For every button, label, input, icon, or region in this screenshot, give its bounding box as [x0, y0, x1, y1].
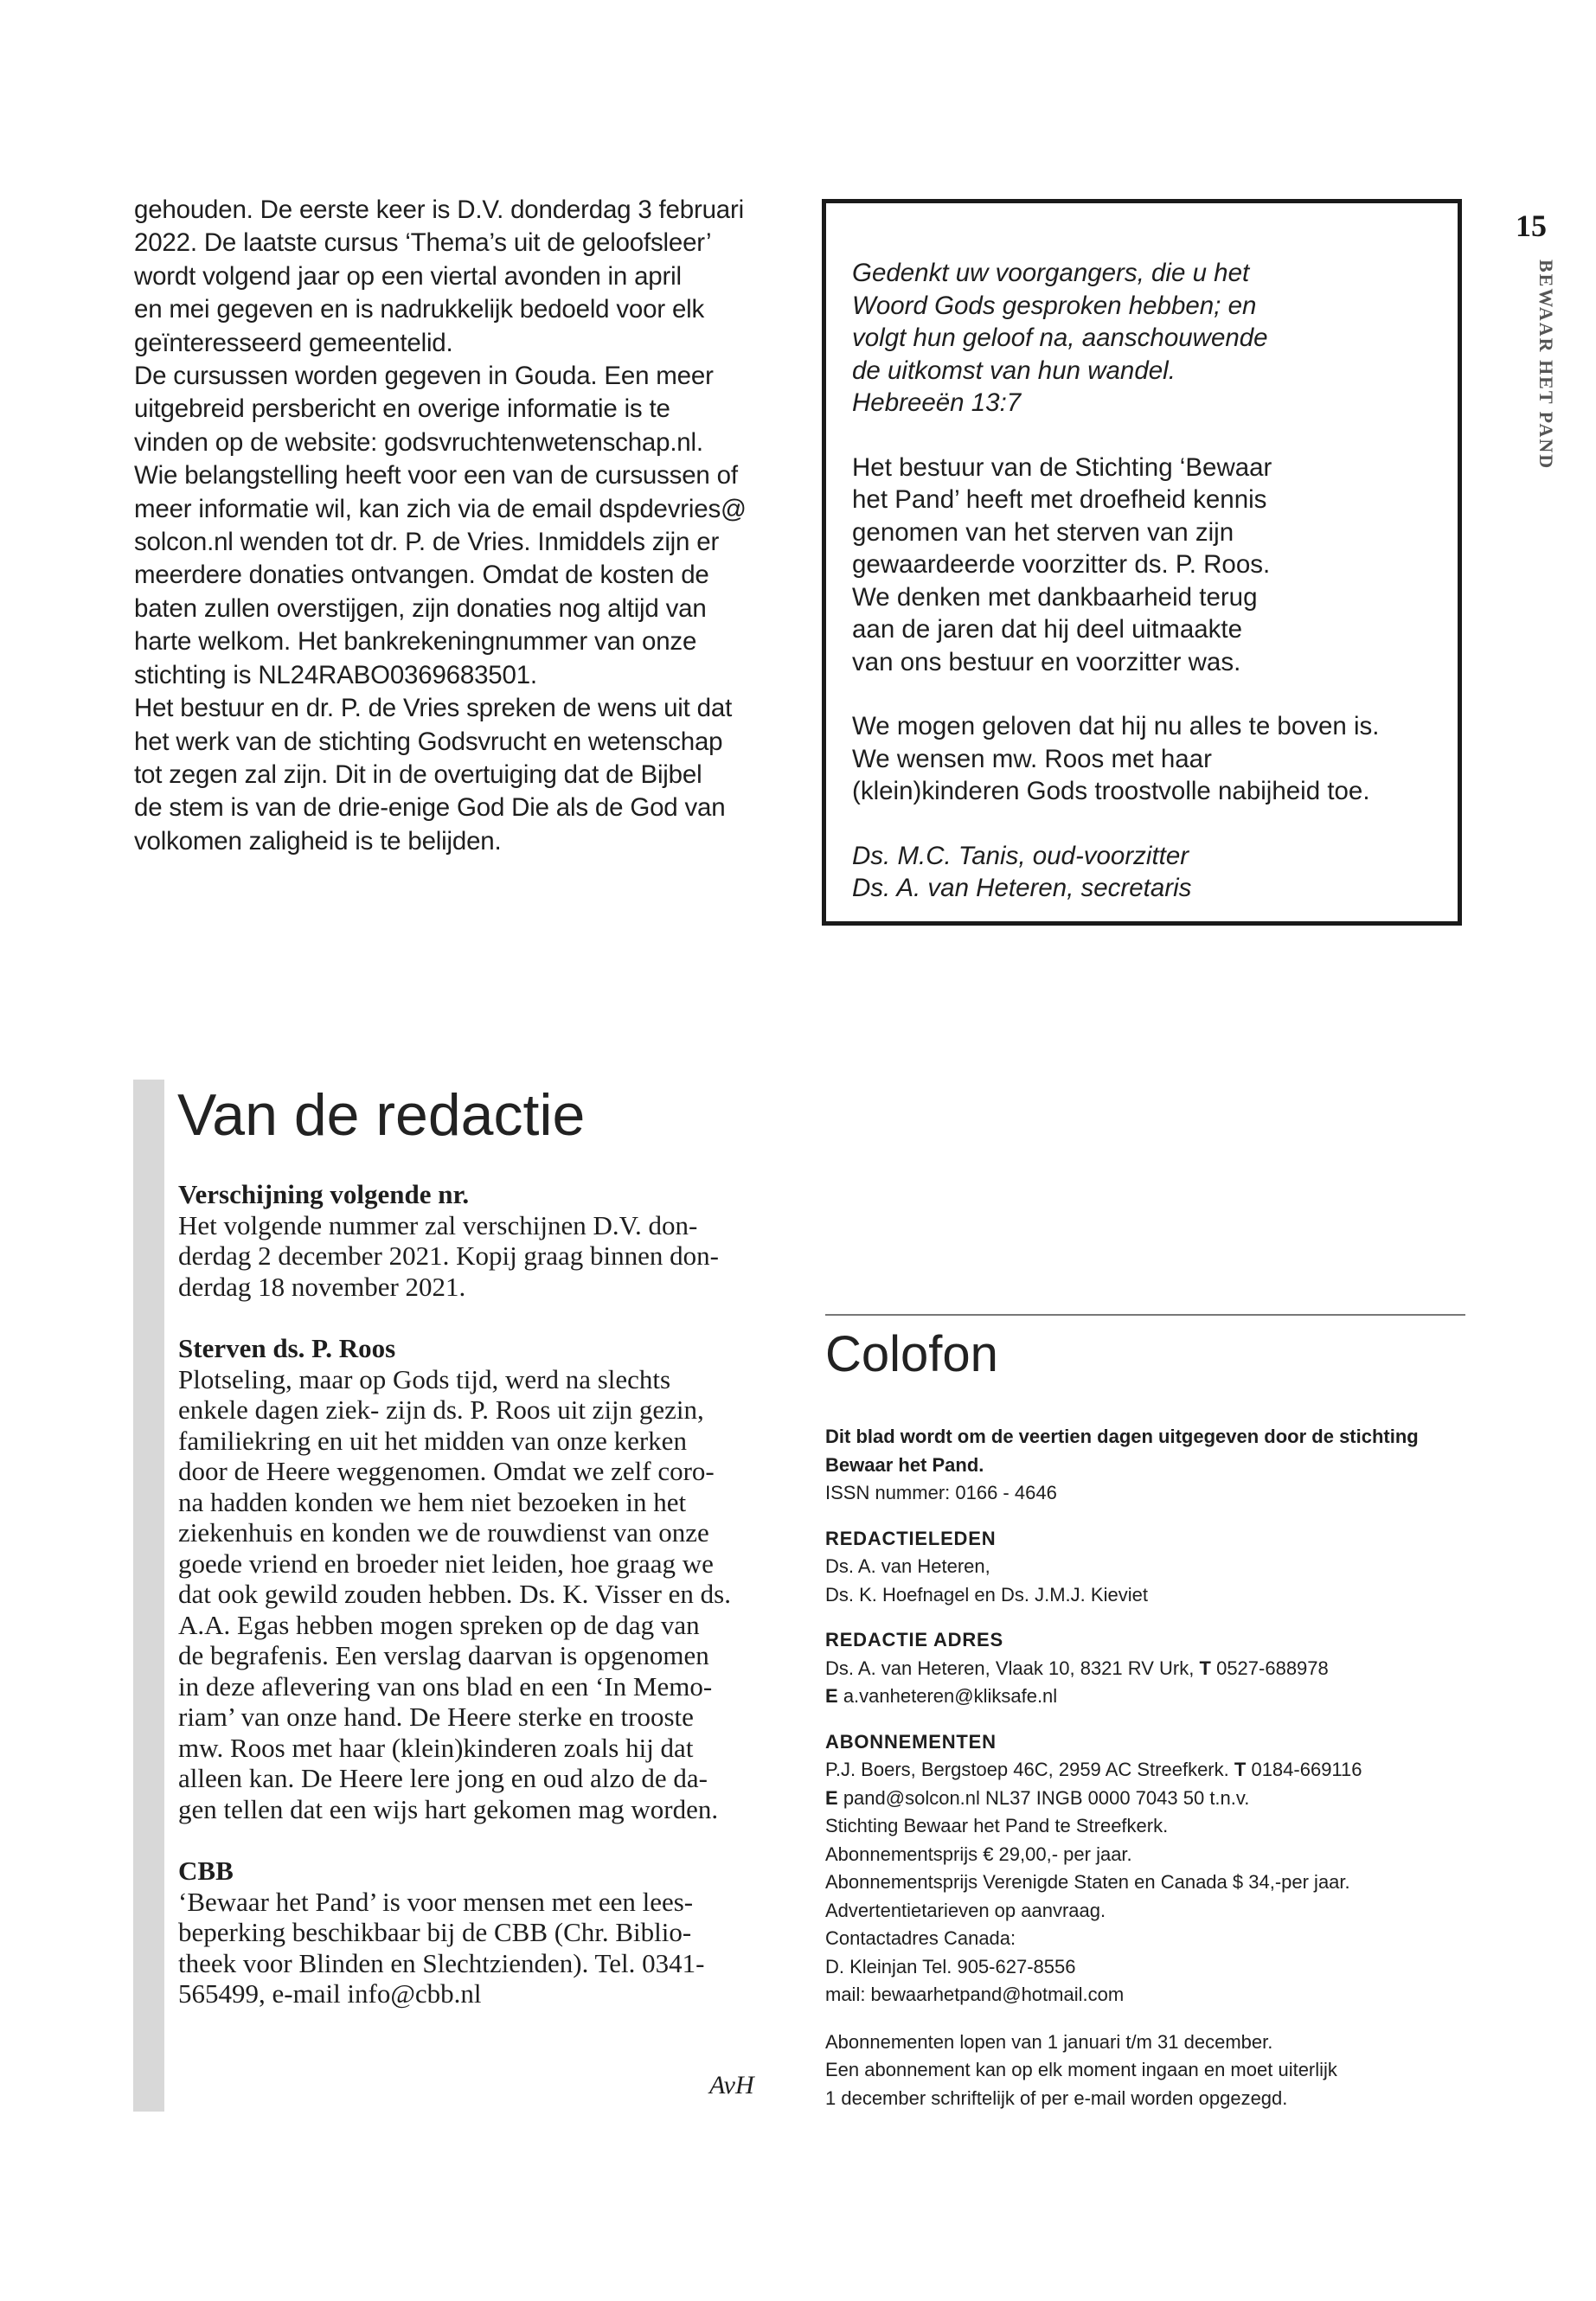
- colofon-line: [825, 1655, 1465, 1683]
- section-line: familiekring en uit het midden van onze kerken: [178, 1425, 687, 1456]
- section-line: enkele dagen ziek- zijn ds. P. Roos uit zijn gezin,: [178, 1394, 704, 1425]
- section-line: dat ook gewild zouden hebben. Ds. K. Visser en ds.: [178, 1579, 731, 1609]
- section-line: ziekenhuis en konden we de rouwdienst van onze: [178, 1517, 709, 1548]
- memorial-line: gewaardeerde voorzitter ds. P. Roos.: [852, 550, 1271, 579]
- redactie-phone: 0527-688978: [1216, 1657, 1329, 1679]
- verse-line: volgt hun geloof na, aanschouwende: [852, 324, 1268, 352]
- memorial-line: van ons bestuur en voorzitter was.: [852, 647, 1241, 676]
- verse-line: Woord Gods gesproken hebben; en: [852, 291, 1257, 320]
- memorial-line: Het bestuur van de Stichting ‘Bewaar: [852, 452, 1272, 482]
- article-line: geïnteresseerd gemeentelid.: [134, 328, 453, 357]
- article-line: volkomen zaligheid is te belijden.: [134, 826, 502, 856]
- colofon-footer-line: 1 december schriftelijk of per e-mail worden opgezegd.: [825, 2086, 1288, 2109]
- email-label: E: [825, 1786, 838, 1809]
- memorial-line: genomen van het sterven van zijn: [852, 517, 1234, 547]
- page-number: 15: [1516, 208, 1547, 243]
- colofon-heading-abonnementen: ABONNEMENTEN: [825, 1730, 997, 1753]
- colofon-intro: Dit blad wordt om de veertien dagen uitgegeven door de stichting Bewaar het Pand.: [825, 1426, 1419, 1476]
- section-line: in deze aflevering van ons blad en een ‘In Memo-: [178, 1670, 713, 1702]
- memorial-verse: [852, 257, 1432, 420]
- colofon-line: Abonnementsprijs Verenigde Staten en Canada $ 34,-per jaar.: [825, 1871, 1350, 1893]
- verse-line: Gedenkt uw voorgangers, die u het: [852, 259, 1250, 287]
- section-line: alleen kan. De Heere lere jong en oud alzo de da-: [178, 1763, 708, 1793]
- section-line: beperking beschikbaar bij de CBB (Chr. Biblio-: [178, 1917, 692, 1947]
- abonnementen-phone: 0184-669116: [1251, 1759, 1362, 1780]
- colofon-body: [825, 1423, 1465, 2112]
- memorial-box: [822, 199, 1462, 926]
- colofon-line: Ds. K. Hoefnagel en Ds. J.M.J. Kieviet: [825, 1583, 1148, 1606]
- section-line: Plotseling, maar op Gods tijd, werd na slechts: [178, 1363, 671, 1394]
- memorial-line: We wensen mw. Roos met haar: [852, 744, 1212, 773]
- redactie-body: [178, 1179, 775, 2009]
- signature-line: Ds. M.C. Tanis, oud-voorzitter: [852, 841, 1189, 870]
- section-line: gen tellen dat een wijs hart gekomen mag worden.: [178, 1793, 719, 1824]
- section-line: ‘Bewaar het Pand’ is voor mensen met een lees-: [178, 1886, 694, 1917]
- abonnementen-email-bank: pand@solcon.nl NL37 INGB 0000 7043 50 t.n.v.: [843, 1786, 1250, 1809]
- colofon-line: [825, 1785, 1465, 1813]
- colofon-line: [825, 1756, 1465, 1785]
- article-line: stichting is NL24RABO0369683501.: [134, 660, 537, 689]
- memorial-line: (klein)kinderen Gods troostvolle nabijheid toe.: [852, 777, 1370, 805]
- section-line: na hadden konden we hem niet bezoeken in het: [178, 1486, 687, 1517]
- verse-reference: Hebreeën 13:7: [852, 388, 1022, 417]
- redactie-sidebar-bar: [133, 1080, 164, 2112]
- article-line: en mei gegeven en is nadrukkelijk bedoeld voor elk: [134, 295, 705, 324]
- colofon-line: [825, 1682, 1465, 1711]
- section-line: derdag 18 november 2021.: [178, 1271, 466, 1302]
- redactie-email: a.vanheteren@kliksafe.nl: [843, 1685, 1058, 1707]
- article-line: vinden op de website: godsvruchtenwetenschap.nl.: [134, 427, 703, 457]
- redactie-address: Ds. A. van Heteren, Vlaak 10, 8321 RV Urk,: [825, 1657, 1195, 1679]
- phone-label: T: [1234, 1759, 1247, 1780]
- article-line: tot zegen zal zijn. Dit in de overtuiging dat de Bijbel: [134, 760, 702, 789]
- section-line: derdag 2 december 2021. Kopij graag binnen don-: [178, 1240, 719, 1271]
- memorial-line: het Pand’ heeft met droefheid kennis: [852, 485, 1267, 514]
- colofon-line: Advertentietarieven op aanvraag.: [825, 1899, 1106, 1921]
- section-line: door de Heere weggenomen. Omdat we zelf coro-: [178, 1456, 715, 1486]
- colofon-footer-line: Een abonnement kan op elk moment ingaan en moet uiterlijk: [825, 2059, 1337, 2080]
- colofon-line: mail: bewaarhetpand@hotmail.com: [825, 1984, 1125, 2005]
- memorial-line: We mogen geloven dat hij nu alles te boven is.: [852, 712, 1380, 740]
- email-label: E: [825, 1685, 838, 1707]
- article-line: gehouden. De eerste keer is D.V. donderdag 3 februari: [134, 195, 744, 224]
- article-line: Het bestuur en dr. P. de Vries spreken de wens uit dat: [134, 694, 733, 723]
- article-line: baten zullen overstijgen, zijn donaties nog altijd van: [134, 593, 707, 623]
- colofon-heading-redactie-adres: REDACTIE ADRES: [825, 1629, 1003, 1650]
- colofon-line: Ds. A. van Heteren,: [825, 1555, 990, 1577]
- memorial-paragraph-2: [852, 710, 1432, 808]
- article-line: 2022. De laatste cursus ‘Thema’s uit de geloofsleer’: [134, 228, 712, 258]
- article-line: de stem is van de drie-enige God Die als de God van: [134, 793, 726, 823]
- memorial-line: We denken met dankbaarheid terug: [852, 582, 1258, 612]
- article-line: solcon.nl wenden tot dr. P. de Vries. Inmiddels zijn er: [134, 528, 720, 557]
- section-heading: CBB: [178, 1856, 234, 1886]
- colofon-line: Contactadres Canada:: [825, 1927, 1016, 1949]
- running-head: BEWAAR HET PAND: [1535, 260, 1557, 471]
- article-line: het werk van de stichting Godsvrucht en wetenschap: [134, 727, 723, 756]
- article-line: Wie belangstelling heeft voor een van de cursussen of: [134, 461, 738, 490]
- article-line: De cursussen worden gegeven in Gouda. Een meer: [134, 362, 714, 391]
- colofon-heading-redactieleden: REDACTIELEDEN: [825, 1527, 997, 1549]
- article-line: uitgebreid persbericht en overige informatie is te: [134, 394, 670, 424]
- article-continuation: [134, 194, 792, 858]
- phone-label: T: [1199, 1657, 1211, 1679]
- memorial-signature: [852, 840, 1432, 905]
- colofon-footer-line: Abonnementen lopen van 1 januari t/m 31 december.: [825, 2030, 1273, 2053]
- redactie-signature: AvH: [709, 2071, 754, 2099]
- section-heading: Sterven ds. P. Roos: [178, 1333, 396, 1363]
- section-line: theek voor Blinden en Slechtzienden). Tel. 0341-: [178, 1947, 705, 1978]
- section-line: riam’ van onze hand. De Heere sterke en trooste: [178, 1702, 694, 1732]
- article-line: meer informatie wil, kan zich via de email dspdevries@: [134, 494, 747, 523]
- colofon-title: Colofon: [825, 1326, 998, 1382]
- article-line: wordt volgend jaar op een viertal avonden in april: [134, 261, 682, 291]
- colofon-issn: ISSN nummer: 0166 - 4646: [825, 1482, 1057, 1503]
- colofon-line: Stichting Bewaar het Pand te Streefkerk.: [825, 1815, 1169, 1836]
- article-line: meerdere donaties ontvangen. Omdat de kosten de: [134, 561, 709, 590]
- colofon-line: D. Kleinjan Tel. 905-627-8556: [825, 1955, 1076, 1977]
- colofon-line: Abonnementsprijs € 29,00,- per jaar.: [825, 1843, 1132, 1865]
- verse-line: de uitkomst van hun wandel.: [852, 356, 1176, 385]
- abonnementen-address: P.J. Boers, Bergstoep 46C, 2959 AC Streefkerk.: [825, 1759, 1229, 1780]
- section-heading: Verschijning volgende nr.: [178, 1179, 470, 1209]
- redactie-title: Van de redactie: [177, 1082, 586, 1148]
- section-line: goede vriend en broeder niet leiden, hoe graag we: [178, 1548, 714, 1579]
- colofon-divider: [825, 1314, 1465, 1316]
- section-line: 565499, e-mail info@cbb.nl: [178, 1978, 482, 2009]
- section-line: mw. Roos met haar (klein)kinderen zoals hij dat: [178, 1732, 694, 1763]
- memorial-paragraph-1: [852, 452, 1432, 679]
- memorial-line: aan de jaren dat hij deel uitmaakte: [852, 615, 1242, 644]
- signature-line: Ds. A. van Heteren, secretaris: [852, 874, 1192, 902]
- section-line: A.A. Egas hebben mogen spreken op de dag van: [178, 1609, 700, 1640]
- section-line: Het volgende nummer zal verschijnen D.V. don-: [178, 1209, 698, 1240]
- section-line: de begrafenis. Een verslag daarvan is opgenomen: [178, 1640, 709, 1670]
- article-line: harte welkom. Het bankrekeningnummer van onze: [134, 627, 697, 657]
